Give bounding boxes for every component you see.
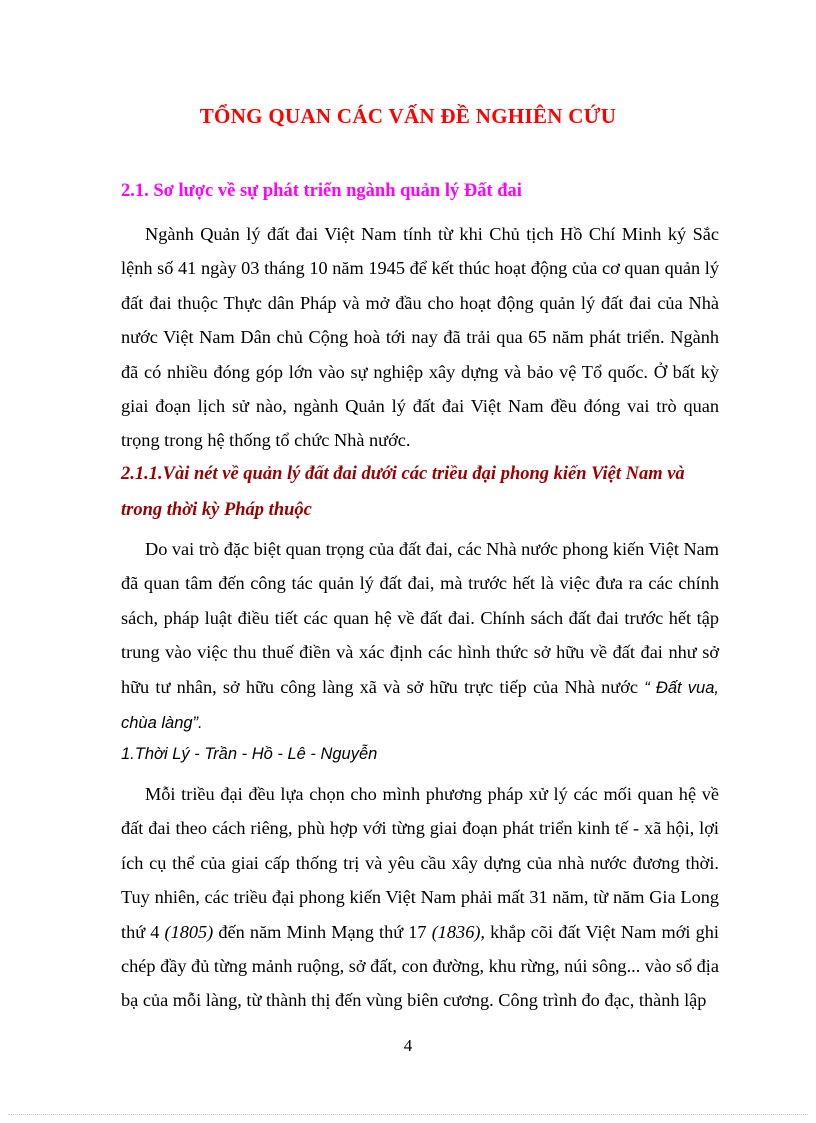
- year-1805: (1805): [164, 921, 214, 942]
- page-number: 4: [403, 1036, 413, 1055]
- section-2-1-1-text: Do vai trò đặc biệt quan trọng của đất đai, các Nhà nước phong kiến Việt Nam đã quan tâm đến công tác quản lý đất đai, mà trước hết là việc đưa ra các chính sách, pháp luật điều tiết các quan hệ về đất đai. Chính sách đất đai trước hết tập trung vào việc thu thuế điền và xác định các hình thức sở hữu về đất đai như sở hữu tư nhân, sở hữu công làng xã và sở hữu trực tiếp của Nhà nước: [121, 539, 720, 697]
- section-heading-2-1: 2.1. Sơ lược về sự phát triển ngành quản lý Đất đai: [121, 181, 522, 201]
- paragraph-text-part-3: khắp cõi đất Việt Nam mới ghi chép đầy đủ từng mảnh ruộng, sở đất, con đường, khu rừng, núi sông... vào sổ địa bạ của mỗi làng, từ thành thị đến vùng biên cương. Công trình đo đạc, thành lập: [121, 921, 719, 1011]
- dat-vua-chua-lang-quote: “ Đất vua, chùa làng”.: [121, 678, 719, 733]
- document-title: TỔNG QUAN CÁC VẤN ĐỀ NGHIÊN CỨU: [199, 104, 617, 128]
- subsection-paragraph: [121, 777, 719, 1018]
- subsection-heading-dynasties: 1.Thời Lý - Trần - Hồ - Lê - Nguyễn: [121, 745, 378, 763]
- section-heading-2-1-1: 2.1.1.Vài nét về quản lý đất đai dưới các triều đại phong kiến Việt Nam và trong thời kỳ Pháp thuộc: [121, 464, 685, 520]
- section-2-1-1-paragraph: [121, 532, 719, 740]
- section-2-1-paragraph: Ngành Quản lý đất đai Việt Nam tính từ khi Chủ tịch Hồ Chí Minh ký Sắc lệnh số 41 ngày 03 tháng 10 năm 1945 để kết thúc hoạt động của cơ quan quản lý đất đai thuộc Thực dân Pháp và mở đầu cho hoạt động quản lý đất đai của Nhà nước Việt Nam Dân chủ Cộng hoà tới nay đã trải qua 65 năm phát triển. Ngành đã có nhiều đóng góp lớn vào sự nghiệp xây dựng và bảo vệ Tổ quốc. Ở bất kỳ giai đoạn lịch sử nào, ngành Quản lý đất đai Việt Nam đều đóng vai trò quan trọng trong hệ thống tổ chức Nhà nước.: [121, 224, 719, 451]
- year-1836: (1836),: [431, 921, 485, 942]
- paragraph-text-part-1: Mỗi triều đại đều lựa chọn cho mình phương pháp xử lý các mối quan hệ về đất đai theo cách riêng, phù hợp với từng giai đoạn phát triển kinh tế - xã hội, lợi ích cụ thể của giai cấp thống trị và yêu cầu xây dựng của nhà nước đương thời. Tuy nhiên, các triều đại phong kiến Việt Nam phải mất 31 năm, từ năm Gia Long thứ 4: [121, 784, 719, 942]
- paragraph-text-part-2: đến năm Minh Mạng thứ 17: [218, 921, 427, 942]
- page-bottom-border: [8, 1114, 808, 1115]
